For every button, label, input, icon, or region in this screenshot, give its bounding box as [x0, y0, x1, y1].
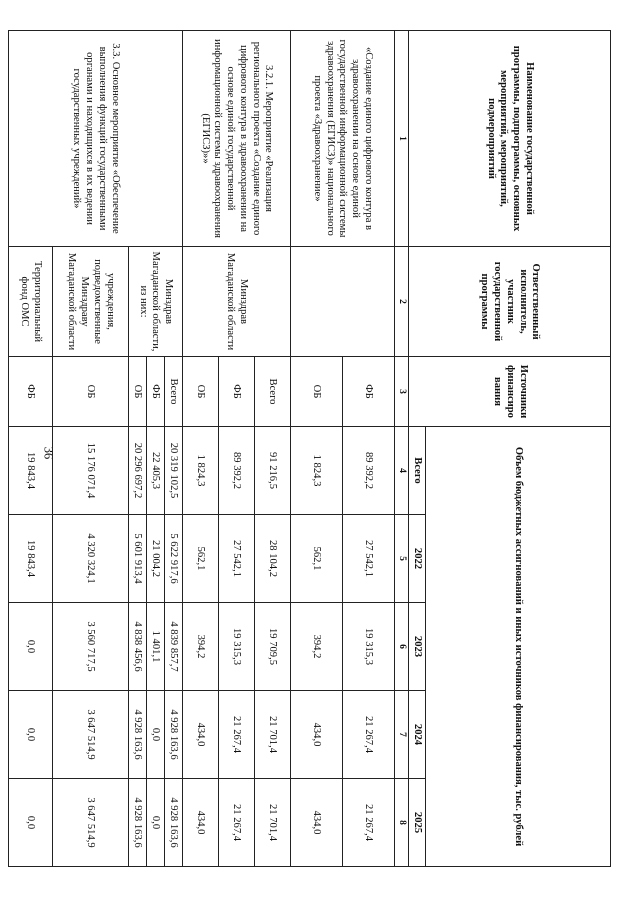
value-2023: 0,0	[8, 603, 52, 691]
value-2025: 21 701,4	[254, 779, 290, 867]
value-total: 1 824,3	[182, 427, 218, 515]
value-2025: 0,0	[8, 779, 52, 867]
header-year-2024: 2024	[409, 691, 426, 779]
value-total: 22 405,3	[146, 427, 164, 515]
value-2025: 21 267,4	[218, 779, 254, 867]
value-2022: 27 542,1	[342, 515, 394, 603]
header-source-column: Источники финансиро вания	[409, 357, 611, 427]
column-number: 1	[394, 31, 408, 247]
value-2025: 3 647 514,9	[52, 779, 128, 867]
value-2022: 562,1	[290, 515, 342, 603]
value-2023: 3 560 717,5	[52, 603, 128, 691]
value-2023: 4 838 456,6	[128, 603, 146, 691]
value-total: 19 843,4	[8, 427, 52, 515]
header-year-total: Всего	[409, 427, 426, 515]
value-2024: 0,0	[146, 691, 164, 779]
value-2022: 5 601 913,4	[128, 515, 146, 603]
rotated-sheet	[19, 30, 611, 866]
financing-table	[8, 30, 611, 867]
executor-cell	[290, 247, 394, 357]
value-2023: 19 315,3	[218, 603, 254, 691]
column-number: 3	[394, 357, 408, 427]
value-total: 15 176 071,4	[52, 427, 128, 515]
value-2024: 0,0	[8, 691, 52, 779]
value-2022: 21 004,2	[146, 515, 164, 603]
page-number: 36	[41, 446, 56, 460]
column-number: 8	[394, 779, 408, 867]
value-2024: 434,0	[182, 691, 218, 779]
value-2025: 0,0	[146, 779, 164, 867]
value-2025: 4 928 163,6	[164, 779, 182, 867]
source-cell: ОБ	[128, 357, 146, 427]
value-2022: 5 622 917,6	[164, 515, 182, 603]
program-name-cell: 3.3. Основное мероприятие «Обеспечение выполнения функций государственными органами и находящихся в их ведении государственных учреждений»	[8, 31, 182, 247]
source-cell: Всего	[164, 357, 182, 427]
column-number: 7	[394, 691, 408, 779]
table-rotation-wrapper	[19, 30, 611, 866]
value-total: 91 216,5	[254, 427, 290, 515]
executor-cell: Территориальный фонд ОМС	[8, 247, 52, 357]
value-2022: 562,1	[182, 515, 218, 603]
value-total: 20 296 697,2	[128, 427, 146, 515]
header-year-2023: 2023	[409, 603, 426, 691]
value-total: 89 392,2	[218, 427, 254, 515]
value-2023: 4 839 857,7	[164, 603, 182, 691]
program-name-cell: «Создание единого цифрового контура в здравоохранении на основе единой государственной информационной системы здравоохранения (ЕГИСЗ)» национального проекта «Здравоохранение»	[290, 31, 394, 247]
table-row	[342, 31, 394, 867]
column-number: 6	[394, 603, 408, 691]
value-2022: 19 843,4	[8, 515, 52, 603]
source-cell: ФБ	[218, 357, 254, 427]
header-executor-column: Ответственный исполнитель, участник государственной программы	[409, 247, 611, 357]
value-2024: 4 928 163,6	[128, 691, 146, 779]
value-2023: 19 709,5	[254, 603, 290, 691]
header-funding-group: Объем бюджетных ассигнований и иных источников финансирования, тыс. рублей	[426, 427, 611, 867]
value-total: 89 392,2	[342, 427, 394, 515]
column-number: 4	[394, 427, 408, 515]
source-cell: Всего	[254, 357, 290, 427]
program-name-cell: 3.2.1. Мероприятие «Реализация регионального проекта «Создание единого цифрового контура в здравоохранении на основе единой государственной информационной системы здравоохранения (ЕГИСЗ)»»	[182, 31, 290, 247]
source-cell: ФБ	[342, 357, 394, 427]
executor-cell: Минздрав Магаданской области, из них:	[128, 247, 182, 357]
value-2022: 4 320 324,1	[52, 515, 128, 603]
source-cell: ОБ	[182, 357, 218, 427]
value-2024: 434,0	[290, 691, 342, 779]
executor-cell: учреждения, подведомственные Минздраву Магаданской области	[52, 247, 128, 357]
value-2024: 21 701,4	[254, 691, 290, 779]
value-2024: 3 647 514,9	[52, 691, 128, 779]
table-row	[164, 31, 182, 867]
value-2022: 28 104,2	[254, 515, 290, 603]
header-year-2025: 2025	[409, 779, 426, 867]
source-cell: ФБ	[146, 357, 164, 427]
source-cell: ОБ	[52, 357, 128, 427]
value-2025: 21 267,4	[342, 779, 394, 867]
value-2023: 19 315,3	[342, 603, 394, 691]
value-2025: 4 928 163,6	[128, 779, 146, 867]
value-2024: 21 267,4	[218, 691, 254, 779]
source-cell: ОБ	[290, 357, 342, 427]
column-number: 2	[394, 247, 408, 357]
header-year-2022: 2022	[409, 515, 426, 603]
value-2023: 394,2	[182, 603, 218, 691]
executor-cell: Минздрав Магаданской области	[182, 247, 290, 357]
value-total: 1 824,3	[290, 427, 342, 515]
value-2025: 434,0	[182, 779, 218, 867]
value-2024: 21 267,4	[342, 691, 394, 779]
column-number: 5	[394, 515, 408, 603]
source-cell: ФБ	[8, 357, 52, 427]
value-2023: 394,2	[290, 603, 342, 691]
table-row	[254, 31, 290, 867]
value-2023: 1 401,1	[146, 603, 164, 691]
header-name-column: Наименование государственной программы, подпрограммы, основных мероприятий, мероприятий, подмероприятий	[409, 31, 611, 247]
value-total: 20 319 102,5	[164, 427, 182, 515]
value-2022: 27 542,1	[218, 515, 254, 603]
value-2025: 434,0	[290, 779, 342, 867]
value-2024: 4 928 163,6	[164, 691, 182, 779]
